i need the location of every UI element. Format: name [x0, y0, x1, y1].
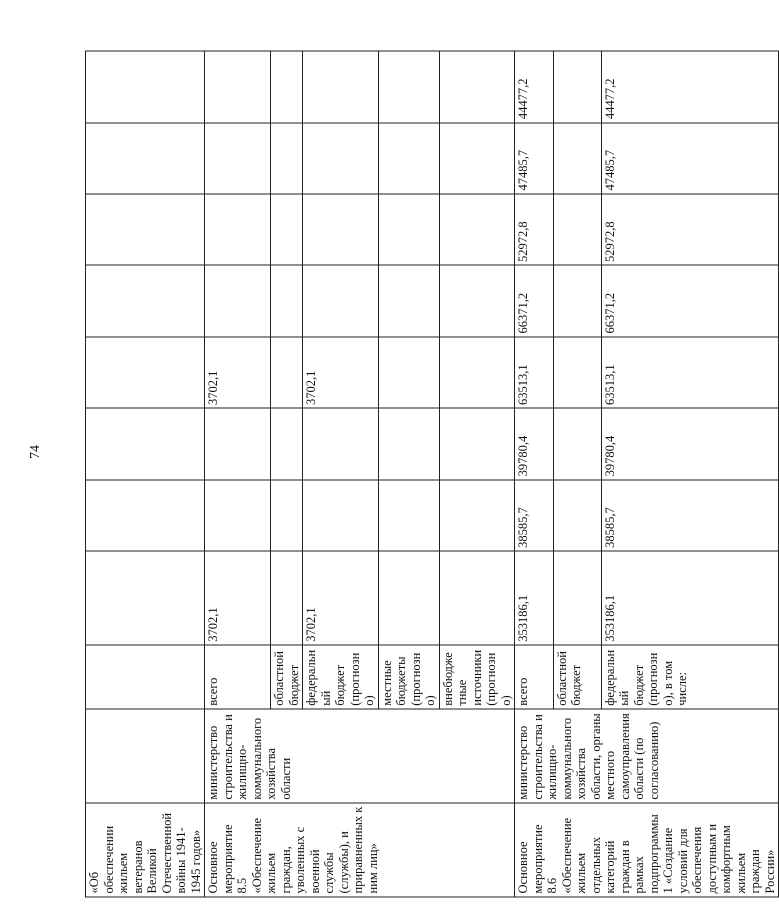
value-cell [303, 51, 379, 123]
executor-cell: министерство строительства и жилищно-коммунального хозяйства области, органы местного самоуправления области (по согласованию) [515, 709, 779, 803]
value-cell [439, 480, 515, 551]
value-cell [378, 266, 439, 337]
value-cell [553, 194, 601, 265]
executor-cell [86, 709, 205, 803]
activity-name-cell: «Об обеспечении жильем ветеранов Великой Отечественной войны 1941-1945 годов» [86, 803, 205, 897]
value-cell: 44477,2 [515, 51, 554, 123]
value-cell: 3702,1 [205, 551, 271, 645]
value-cell: 39780,4 [515, 408, 554, 479]
value-cell [86, 123, 205, 194]
value-cell [86, 51, 205, 123]
program-table [85, 51, 777, 898]
funding-source-cell: областной бюджет [271, 645, 303, 709]
value-cell [303, 194, 379, 265]
value-cell [271, 123, 303, 194]
value-cell [86, 408, 205, 479]
value-cell: 47485,7 [515, 123, 554, 194]
value-cell [303, 123, 379, 194]
value-cell [439, 51, 515, 123]
value-cell: 38585,7 [601, 480, 778, 551]
value-cell [378, 194, 439, 265]
table-row [86, 51, 205, 897]
value-cell [205, 408, 271, 479]
value-cell [86, 480, 205, 551]
value-cell [378, 51, 439, 123]
value-cell [303, 266, 379, 337]
value-cell [271, 408, 303, 479]
value-cell [439, 194, 515, 265]
value-cell: 44477,2 [601, 51, 778, 123]
value-cell [205, 123, 271, 194]
funding-source-cell: внебюджетные источники (прогнозно) [439, 645, 515, 709]
value-cell [439, 266, 515, 337]
value-cell [553, 337, 601, 408]
value-cell [86, 194, 205, 265]
value-cell [553, 51, 601, 123]
value-cell [378, 123, 439, 194]
value-cell [439, 123, 515, 194]
value-cell [303, 408, 379, 479]
value-cell [86, 337, 205, 408]
value-cell: 52972,8 [515, 194, 554, 265]
table-row [205, 51, 271, 897]
value-cell [271, 551, 303, 645]
value-cell: 3702,1 [303, 337, 379, 408]
activity-name-cell: Основное мероприятие 8.6 «Обеспечение жильем отдельных категорий граждан в рамках подпрограммы 1 «Создание условий для обеспечения доступным и комфортным жильем граждан России» [515, 803, 779, 897]
funding-source-cell: местные бюджеты (прогнозно) [378, 645, 439, 709]
value-cell: 66371,2 [515, 266, 554, 337]
value-cell [271, 194, 303, 265]
value-cell [439, 408, 515, 479]
value-cell [439, 337, 515, 408]
value-cell [205, 480, 271, 551]
value-cell [205, 194, 271, 265]
value-cell: 3702,1 [205, 337, 271, 408]
funding-source-cell: всего [515, 645, 554, 709]
funding-source-cell: федеральный бюджет (прогнозно), в том числе: [601, 645, 778, 709]
funding-table [85, 51, 779, 898]
value-cell: 66371,2 [601, 266, 778, 337]
value-cell [271, 337, 303, 408]
value-cell [86, 551, 205, 645]
value-cell [271, 480, 303, 551]
table-row [515, 51, 554, 897]
activity-name-cell: Основное мероприятие 8.5 «Обеспечение жильем граждан, уволенных с военной службы (службы), и приравненных к ним лиц» [205, 803, 515, 897]
value-cell [553, 266, 601, 337]
value-cell: 63513,1 [601, 337, 778, 408]
page-number: 74 [28, 445, 43, 459]
value-cell [439, 551, 515, 645]
value-cell [378, 551, 439, 645]
value-cell [553, 551, 601, 645]
value-cell [271, 51, 303, 123]
value-cell [553, 480, 601, 551]
funding-source-cell: областной бюджет [553, 645, 601, 709]
value-cell: 52972,8 [601, 194, 778, 265]
value-cell: 38585,7 [515, 480, 554, 551]
funding-source-cell: всего [205, 645, 271, 709]
value-cell [553, 123, 601, 194]
value-cell [86, 266, 205, 337]
value-cell: 63513,1 [515, 337, 554, 408]
value-cell [378, 480, 439, 551]
value-cell [378, 408, 439, 479]
value-cell [271, 266, 303, 337]
value-cell: 47485,7 [601, 123, 778, 194]
value-cell: 39780,4 [601, 408, 778, 479]
value-cell [553, 408, 601, 479]
value-cell: 353186,1 [515, 551, 554, 645]
value-cell: 3702,1 [303, 551, 379, 645]
funding-source-cell [86, 645, 205, 709]
executor-cell: министерство строительства и жилищно-коммунального хозяйства области [205, 709, 515, 803]
value-cell [205, 51, 271, 123]
value-cell: 353186,1 [601, 551, 778, 645]
value-cell [303, 480, 379, 551]
value-cell [378, 337, 439, 408]
funding-source-cell: федеральный бюджет (прогнозно) [303, 645, 379, 709]
value-cell [205, 266, 271, 337]
